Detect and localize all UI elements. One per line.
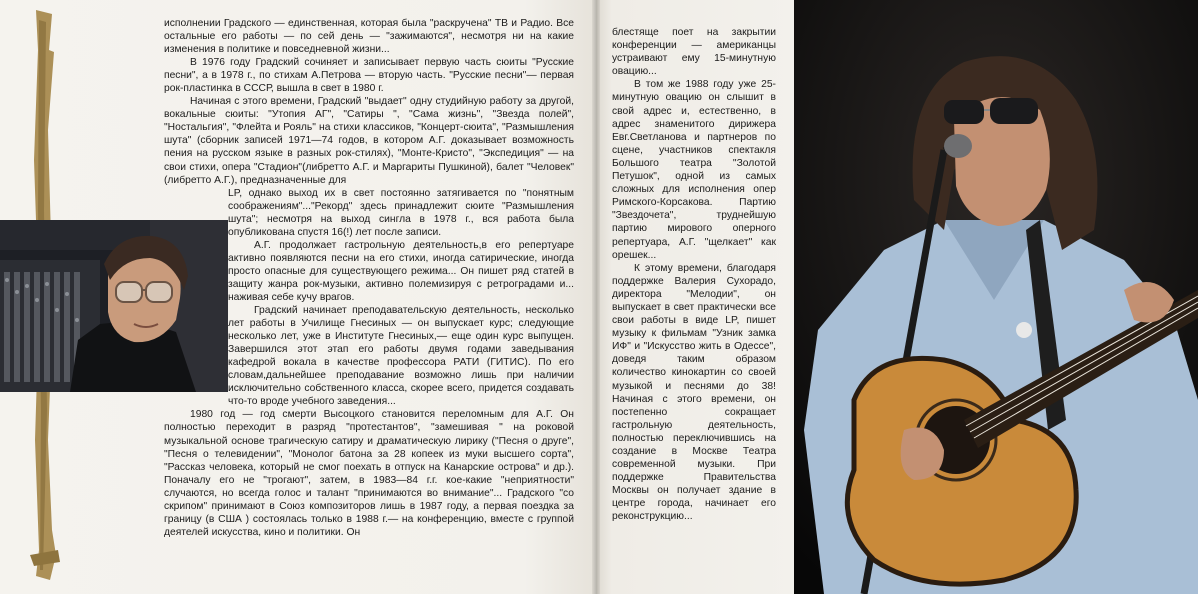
middle-page-text (612, 26, 776, 524)
left-page-text (164, 17, 574, 539)
paragraph: В 1976 году Градский сочиняет и записывает первую часть сюиты "Русские песни", а в 1978 г., по стихам А.Петрова — вторую часть. "Русские песни"— первая рок-пластинка в СССР, вышла в свет в 1980 г. (164, 57, 574, 95)
paragraph: А.Г. продолжает гастрольную деятельность,в его репертуаре активно появляются песни на его стихи, иногда сатирические, иногда просто опасные для существующего режима... Он пишет ряд статей в защиту жанра рок-музыки, активно полемизируя с ретроградами и... наживая себе кучу врагов. (228, 239, 574, 303)
paragraph: Начиная с этого времени, Градский "выдает" одну студийную работу за другой, вокальные сюиты: "Утопия АГ", "Сатиры ", "Сама жизнь", "Звезда полей", "Ностальгия", "Флейта и Рояль" на стихи классиков, "Концерт-сюита", "Размышления шута" (сборник записей 1971—74 годов, в котором А.Г. доказывает возможность пения на русском языке в разных рок-стилях), "Монте-Кристо", "Экспедиция" — на свои стихи, опера "Стадион"(либретто А.Г. и Маргариты Пушкиной), балет "Человек" (либретто А.Г.), предназначенные для (164, 96, 574, 186)
paragraph: блестяще поет на закрытии конференции — американцы устраивают ему 15-минутную овацию... (612, 27, 776, 78)
paragraph: В том же 1988 году уже 25-минутную овацию он слышит в свой адрес и, естественно, в адрес знаменитого дирижера Евг.Светланова и партнеров по сцене, участников спектакля Большого театра "Золотой Петушок", одной из самых сложных для исполнения опер Римского-Корсакова. Партию "Звездочета", труднейшую партию мирового оперного репертуара, А.Г. "щелкает" как орешек... (612, 79, 776, 261)
paragraph: Градский начинает преподавательскую деятельность, несколько лет работы в Училище Гнесиных — он выпускает курс; следующие несколько лет, уже в Институте Гнесиных,— еще один курс выпущен. Завершился этот этап его работы двумя годами заведывания кафедрой вокала в качестве профессора РАТИ (ГИТИС). По его словам,дальнейшее преподавание возможно лишь при наличии исключительно собственного класса, скорее всего, придется создавать что-то вроде учебного заведения... (228, 305, 574, 408)
concert-photo (794, 0, 1198, 594)
paragraph: 1980 год — год смерти Высоцкого становится переломным для А.Г. Он полностью переходит в разряд "протестантов", "замешивая " на роковой музыкальной основе трагическую сатиру и драматическую лирику ("Песня о друге", "Песня о телевидении", "Монолог батона за 28 копеек из муки высшего сорта", "Рассказ человека, который не смог поехать в отпуск на Канарские острова" и др.). Поначалу его не "трогают", затем, в 1983—84 г.г. кое-какие "неприятности" случаются, но всегда голос и талант "принимаются во внимание"... Градского "со скрипом" принимают в Союз композиторов лишь в 1987 году, а первая поездка за границу (в США ) состоялась только в 1988 г.— на конференцию, вместе с группой деятелей искусства, кино и политики. Он (164, 409, 574, 538)
singer-with-guitar-image (794, 0, 1198, 594)
paragraph: К этому времени, благодаря поддержке Валерия Сухорадо, директора "Мелодии", он выпускает в свет практически все свои работы в виде LP, пишет музыку к фильмам "Узник замка ИФ" и "Искусство жить в Одессе", доведя таким образом количество кинокартин со своей музыкой и песнями до 38! Начиная с этого времени, он постепенно сокращает гастрольную деятельность, полностью переключившись на создание в Москве Театра современной музыки. При поддержке Правительства Москвы он получает здание в центре города, начинает его реконструкцию... (612, 262, 776, 523)
booklet-fold (592, 0, 600, 594)
paragraph: исполнении Градского — единственная, которая была "раскручена" ТВ и Радио. Все остальные его работы — по сей день — "зажимаются", несмотря ни на какие изменения в политике и повседневной жизни... (164, 18, 574, 56)
paragraph: LP, однако выход их в свет постоянно затягивается по "понятным соображениям"..."Рекорд" здесь принадлежит сюите "Размышления шута"; несмотря на выход сингла в 1978 г., вся работа была опубликована спустя 16(!) лет после записи. (228, 187, 574, 238)
